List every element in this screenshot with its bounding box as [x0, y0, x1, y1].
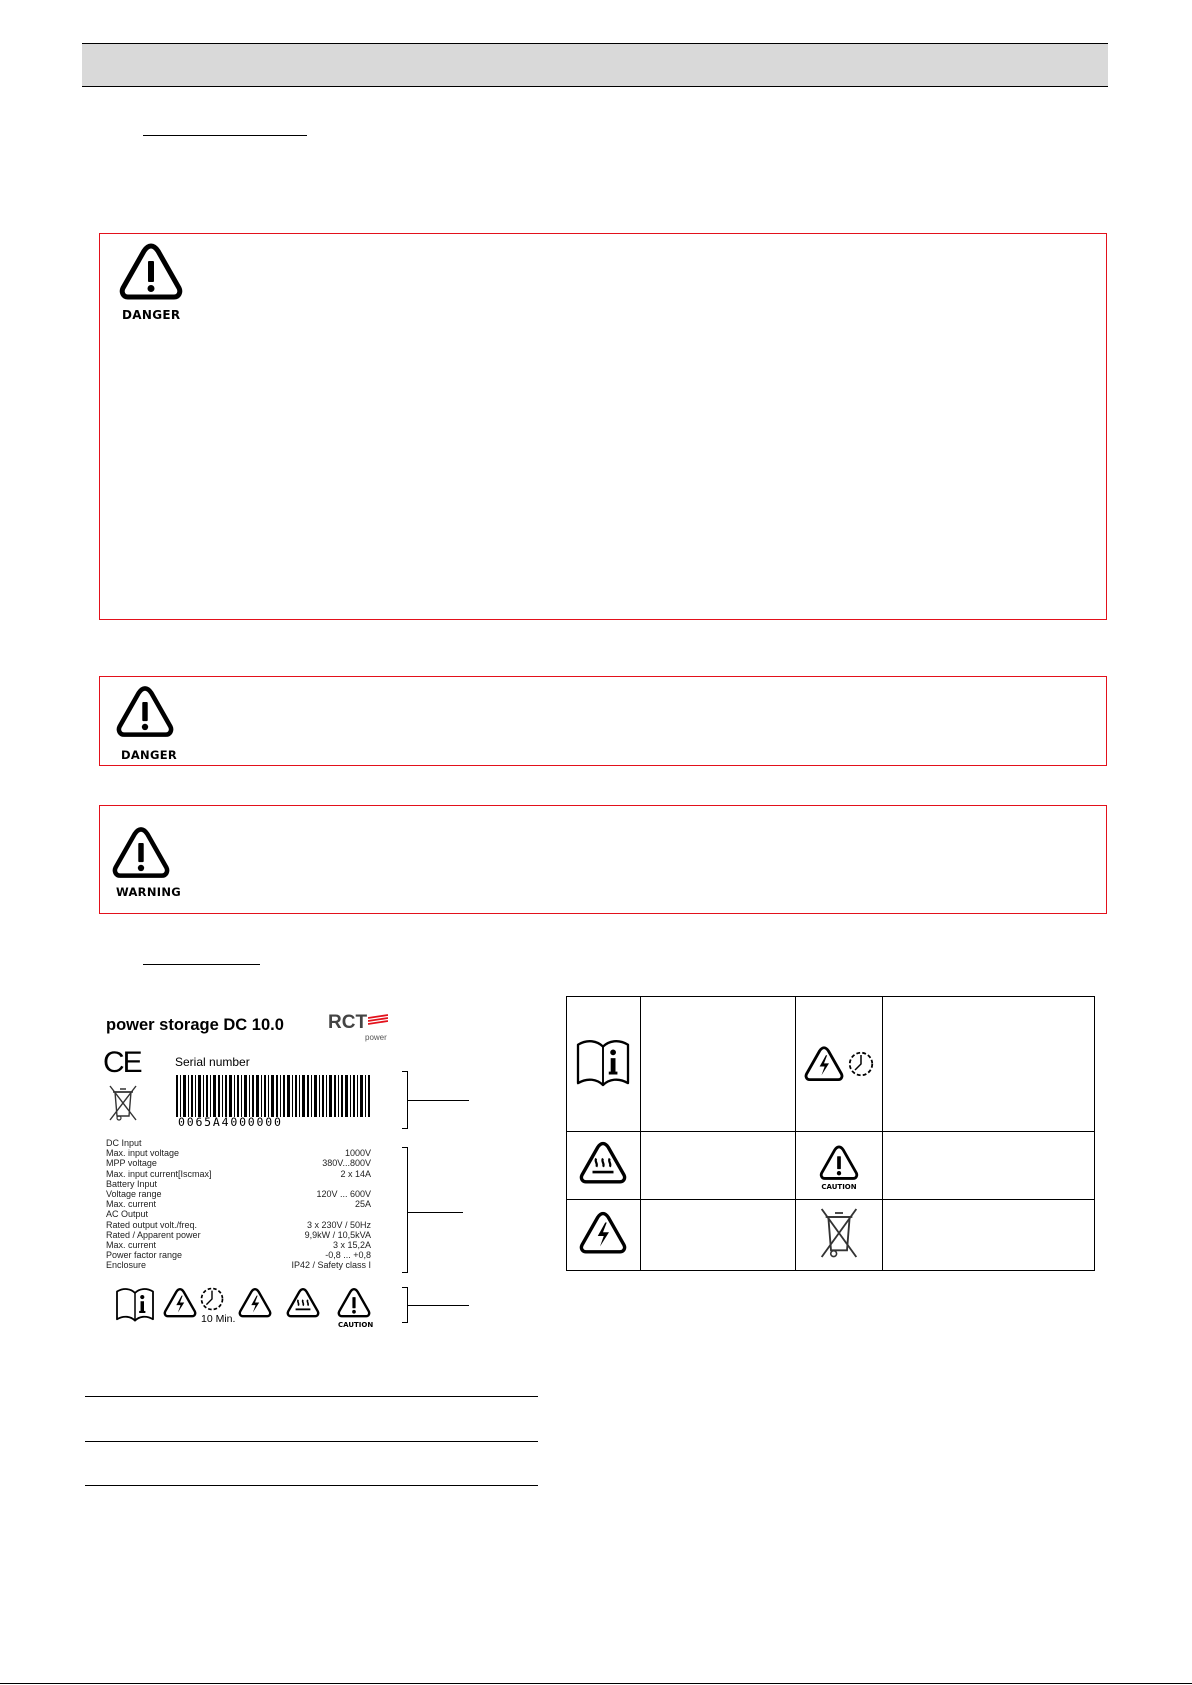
warning-signal-word: WARNING	[116, 885, 181, 899]
legend-icon-cell	[795, 1132, 883, 1200]
spec-value: IP42 / Safety class I	[291, 1260, 371, 1271]
serial-heading: Serial number	[175, 1055, 250, 1069]
spec-label: Power factor range	[106, 1250, 183, 1261]
warning-triangle-icon	[110, 824, 172, 882]
danger-signal-word: DANGER	[121, 748, 178, 762]
spec-row	[106, 1158, 371, 1168]
spec-value: 380V...800V	[322, 1158, 371, 1169]
danger-notice-box	[99, 233, 1107, 620]
symbol-legend-table	[566, 996, 1095, 1271]
spec-row	[106, 1199, 371, 1209]
brand-name: RCT	[328, 1012, 368, 1033]
spec-label: Max. input current[Iscmax]	[106, 1168, 212, 1179]
symbol-area-pointer	[408, 1305, 469, 1306]
warning-triangle-icon	[114, 683, 176, 741]
spec-label: Rated / Apparent power	[106, 1229, 201, 1240]
spec-row	[106, 1260, 371, 1270]
section-heading-underline	[143, 135, 307, 136]
caution-icon	[818, 1143, 860, 1183]
product-name: power storage DC 10.0	[106, 1016, 284, 1034]
legend-text-cell	[883, 997, 1095, 1132]
spec-row	[106, 1169, 371, 1179]
table-rule	[85, 1485, 538, 1486]
legend-text-cell	[640, 997, 795, 1132]
spec-value: 3 x 15,2A	[332, 1240, 371, 1251]
serial-value: 0065A4000000	[178, 1115, 283, 1129]
spec-label: DC Input	[106, 1138, 142, 1148]
legend-text-cell	[640, 1132, 795, 1200]
page-bottom-rule	[0, 1683, 1192, 1684]
serial-barcode	[176, 1075, 372, 1117]
legend-icon-cell	[795, 997, 883, 1132]
legend-text-cell	[883, 1132, 1095, 1200]
hot-surface-icon	[577, 1139, 629, 1187]
spec-value: 120V ... 600V	[316, 1189, 371, 1200]
spec-label: Battery Input	[106, 1178, 158, 1189]
spec-row	[106, 1138, 371, 1148]
type-label	[100, 1000, 500, 1340]
spec-area-brace	[402, 1147, 408, 1273]
spec-value: 25A	[354, 1199, 371, 1210]
legend-row	[567, 1200, 1095, 1271]
spec-label: MPP voltage	[106, 1158, 157, 1169]
section-heading-underline	[143, 964, 260, 965]
spec-area-pointer	[408, 1212, 463, 1213]
table-rule	[85, 1441, 538, 1442]
brand-sub: power	[365, 1033, 387, 1042]
table-rule	[85, 1396, 538, 1397]
hot-surface-icon	[285, 1286, 321, 1320]
ce-mark: CE	[103, 1046, 141, 1079]
legend-row	[567, 997, 1095, 1132]
caution-icon	[336, 1286, 372, 1320]
crossed-out-bin-icon	[819, 1205, 859, 1261]
brand-swoosh-icon	[368, 1014, 388, 1026]
manual-info-icon	[574, 1037, 632, 1087]
spec-row	[106, 1209, 371, 1219]
spec-label: Max. current	[106, 1199, 157, 1210]
serial-area-pointer	[408, 1100, 469, 1101]
spec-row	[106, 1189, 371, 1199]
legend-text-cell	[883, 1200, 1095, 1271]
spec-row	[106, 1230, 371, 1240]
legend-icon-cell	[567, 1200, 641, 1271]
timer-text: 10 Min.	[201, 1313, 236, 1325]
spec-label: Voltage range	[106, 1189, 162, 1200]
danger-notice-box-secondary	[99, 676, 1107, 766]
spec-label: Rated output volt./freq.	[106, 1219, 198, 1230]
page-header-bar	[82, 43, 1108, 87]
spec-row	[106, 1179, 371, 1189]
manual-info-icon	[114, 1286, 156, 1322]
spec-row	[106, 1250, 371, 1260]
spec-row	[106, 1148, 371, 1158]
spec-row	[106, 1220, 371, 1230]
spec-value: 2 x 14A	[340, 1168, 371, 1179]
legend-icon-cell	[567, 1132, 641, 1200]
legend-icon-cell	[567, 997, 641, 1132]
discharge-timer-icon	[846, 1049, 876, 1079]
crossed-out-bin-icon	[108, 1084, 138, 1122]
spec-row	[106, 1240, 371, 1250]
spec-label: Max. current	[106, 1240, 157, 1251]
spec-label: Enclosure	[106, 1260, 147, 1271]
spec-label: AC Output	[106, 1209, 149, 1220]
high-voltage-icon	[162, 1286, 198, 1320]
high-voltage-icon	[577, 1209, 629, 1257]
spec-value: 9,9kW / 10,5kVA	[304, 1229, 371, 1240]
spec-label: Max. input voltage	[106, 1148, 180, 1159]
warning-notice-box	[99, 805, 1107, 914]
caution-caption: CAUTION	[338, 1321, 374, 1329]
warning-triangle-icon	[117, 240, 185, 304]
high-voltage-icon	[237, 1286, 273, 1320]
spec-value: 1000V	[344, 1148, 371, 1159]
discharge-timer-icon	[198, 1285, 226, 1313]
spec-list	[106, 1138, 371, 1271]
spec-value: -0,8 ... +0,8	[325, 1250, 371, 1261]
spec-value: 3 x 230V / 50Hz	[306, 1219, 371, 1230]
legend-text-cell	[640, 1200, 795, 1271]
high-voltage-icon	[802, 1044, 846, 1084]
brand-logo	[328, 1012, 398, 1046]
legend-icon-cell	[795, 1200, 883, 1271]
caution-caption: CAUTION	[821, 1182, 857, 1191]
danger-signal-word: DANGER	[122, 308, 181, 322]
legend-row	[567, 1132, 1095, 1200]
